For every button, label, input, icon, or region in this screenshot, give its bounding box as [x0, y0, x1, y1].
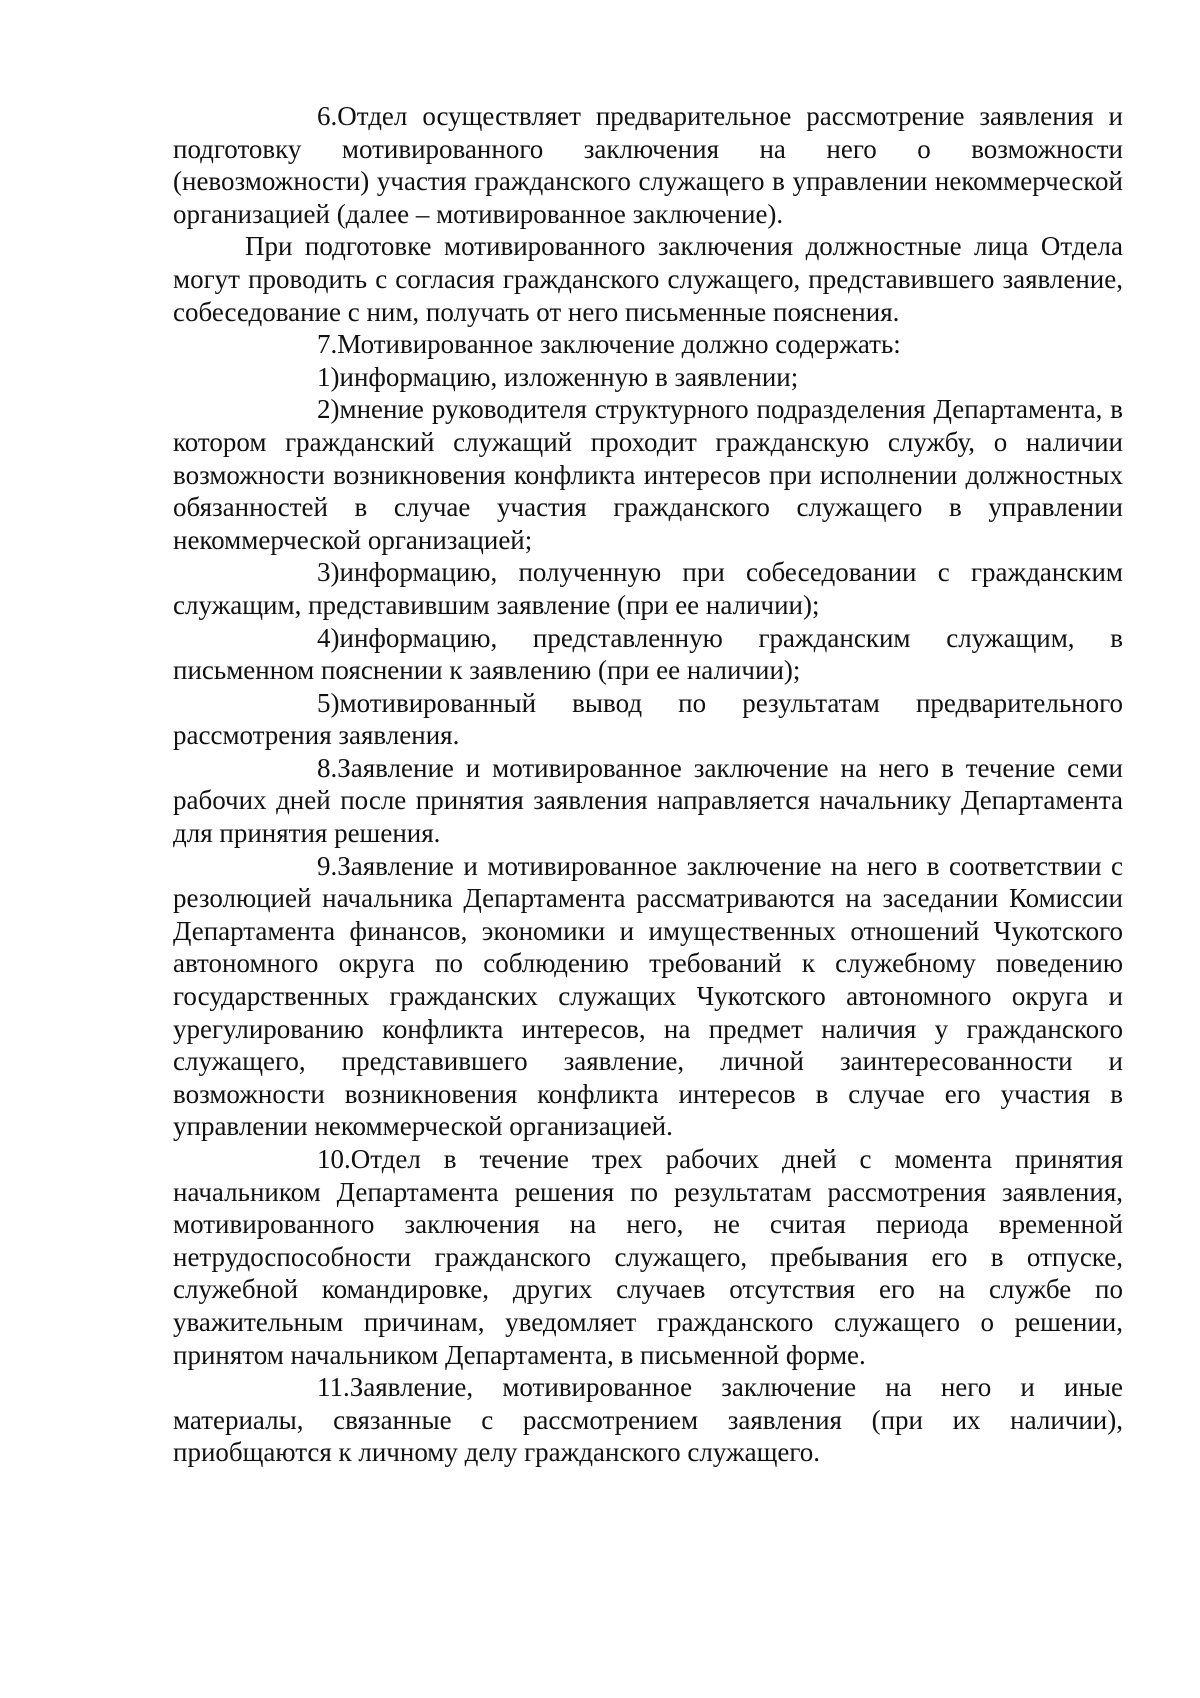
document-body: [173, 100, 1123, 1469]
paragraph-text: Заявление и мотивированное заключение на него в течение семи рабочих дней после принятия заявления направляется начальнику Департамента для принятия решения.: [173, 752, 1123, 849]
paragraph-text: Отдел в течение трех рабочих дней с момента принятия начальником Департамента решения по результатам рассмотрения заявления, мотивированного заключения на него, не считая периода временной нетрудоспособности гражданского служащего, пребывания его в отпуске, служебной командировке, других случаев отсутствия его на службе по уважительным причинам, уведомляет гражданского служащего о решении, принятом начальником Департамента, в письменной форме.: [173, 1144, 1123, 1370]
list-item-text: информацию, изложенную в заявлении;: [339, 361, 799, 392]
paragraph-6: [173, 100, 1123, 230]
list-item-text: мотивированный вывод по результатам предварительного рассмотрения заявления.: [173, 687, 1123, 751]
paragraph-6-continued: [173, 230, 1123, 328]
paragraph-8: [173, 752, 1123, 850]
paragraph-text: Заявление, мотивированное заключение на него и иные материалы, связанные с рассмотрением заявления (при их наличии), приобщаются к личному делу гражданского служащего.: [173, 1372, 1123, 1468]
paragraph-number: 8.: [317, 752, 338, 783]
list-item-number: 2): [317, 394, 340, 425]
paragraph-text: Заявление и мотивированное заключение на него в соответствии с резолюцией начальника Департамента рассматриваются на заседании Комиссии Департамента финансов, экономики и имущественных отношений Чукотского автономного округа по соблюдению требований к служебному поведению государственных гражданских служащих Чукотского автономного округа и урегулированию конфликта интересов, на предмет наличия у гражданского служащего, представившего заявление, личной заинтересованности и возможности возникновения конфликта интересов в случае его участия в управлении некоммерческой организацией.: [173, 850, 1123, 1142]
paragraph-9: [173, 850, 1123, 1143]
list-item-4: [173, 622, 1123, 687]
list-item-1: [173, 361, 1123, 394]
paragraph-7: [173, 328, 1123, 361]
paragraph-number: 6.: [317, 101, 338, 131]
list-item-text: мнение руководителя структурного подразделения Департамента, в котором гражданский служащий проходит гражданскую службу, о наличии возможности возникновения конфликта интересов при исполнении должностных обязанностей в случае участия гражданского служащего в управлении некоммерческой организацией;: [173, 394, 1123, 555]
list-item-text: информацию, полученную при собеседовании с гражданским служащим, представившим заявление (при ее наличии);: [173, 557, 1123, 620]
paragraph-text: Мотивированное заключение должно содержать:: [337, 329, 901, 360]
paragraph-11: [173, 1371, 1123, 1469]
list-item-number: 3): [317, 557, 340, 588]
paragraph-number: 11.: [317, 1372, 350, 1403]
list-item-number: 1): [317, 361, 340, 392]
paragraph-text: При подготовке мотивированного заключения должностные лица Отдела могут проводить с согласия гражданского служащего, представившего заявление, собеседование с ним, получать от него письменные пояснения.: [173, 231, 1123, 327]
paragraph-text: Отдел осуществляет предварительное рассмотрение заявления и подготовку мотивированного заключения на него о возможности (невозможности) участия гражданского служащего в управлении некоммерческой организацией (далее – мотивированное заключение).: [173, 101, 1123, 229]
paragraph-number: 7.: [317, 329, 338, 360]
list-item-2: [173, 393, 1123, 556]
list-item-5: [173, 687, 1123, 752]
paragraph-number: 10.: [317, 1144, 351, 1174]
list-item-number: 5): [317, 687, 340, 718]
paragraph-number: 9.: [317, 850, 338, 881]
list-item-3: [173, 556, 1123, 621]
list-item-number: 4): [317, 622, 340, 653]
paragraph-10: [173, 1143, 1123, 1371]
list-item-text: информацию, представленную гражданским служащим, в письменном пояснении к заявлению (при ее наличии);: [173, 622, 1123, 686]
